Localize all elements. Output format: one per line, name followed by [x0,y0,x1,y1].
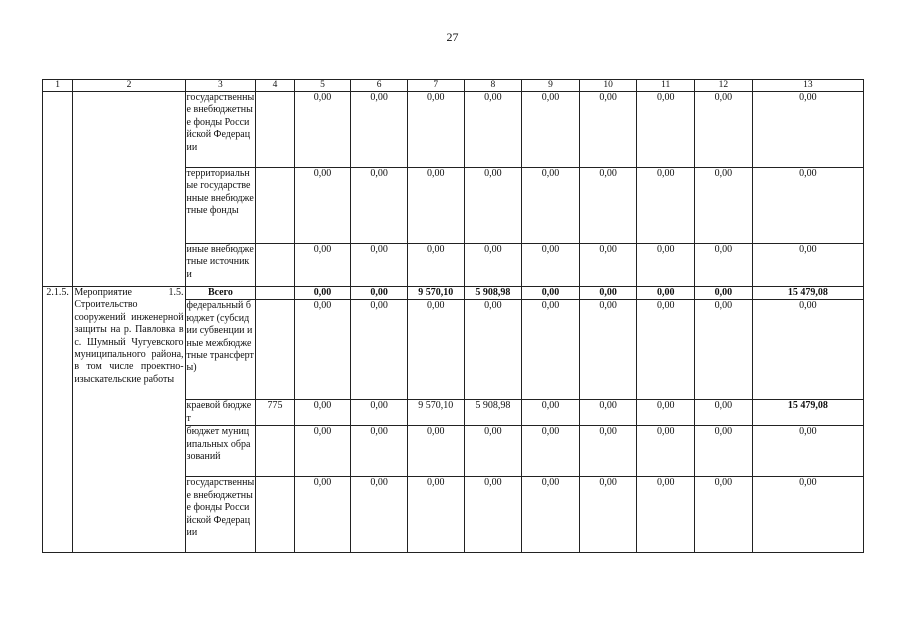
value-cell: 0,00 [351,287,408,300]
header-cell: 9 [522,80,580,92]
value-cell: 0,00 [294,244,351,287]
value-cell: 5 908,98 [464,400,522,426]
value-cell: 0,00 [407,168,464,244]
value-cell: 0,00 [522,477,580,553]
code-col4-cell [256,426,294,477]
header-cell: 2 [73,80,185,92]
value-cell: 0,00 [522,244,580,287]
value-cell: 0,00 [407,477,464,553]
source-cell: государственные внебюджетные фонды Российской Федерации [185,477,256,553]
header-cell: 3 [185,80,256,92]
value-cell: 5 908,98 [464,287,522,300]
value-cell: 0,00 [351,300,408,400]
code-col4-cell [256,92,294,168]
value-cell: 0,00 [695,168,753,244]
budget-table [42,79,864,553]
value-cell: 0,00 [579,426,637,477]
activity-code: 2.1.5. [43,287,73,553]
value-cell: 0,00 [294,92,351,168]
value-cell: 0,00 [522,400,580,426]
value-cell: 0,00 [294,287,351,300]
value-cell: 0,00 [464,300,522,400]
value-cell: 0,00 [464,92,522,168]
value-cell: 0,00 [637,477,695,553]
code-col4-cell [256,287,294,300]
code-col4-cell [256,168,294,244]
value-cell: 9 570,10 [407,400,464,426]
value-cell: 0,00 [637,300,695,400]
value-cell: 0,00 [579,92,637,168]
value-cell: 0,00 [695,477,753,553]
header-row [43,80,864,92]
value-cell: 0,00 [579,477,637,553]
value-cell: 0,00 [752,477,863,553]
description-cell-empty [73,92,185,287]
value-cell: 0,00 [294,400,351,426]
value-cell: 0,00 [637,287,695,300]
value-cell: 0,00 [695,426,753,477]
value-cell: 0,00 [752,168,863,244]
value-cell: 0,00 [351,168,408,244]
header-cell: 12 [695,80,753,92]
value-cell: 0,00 [579,300,637,400]
value-cell: 0,00 [579,244,637,287]
value-cell: 15 479,08 [752,287,863,300]
source-cell: краевой бюджет [185,400,256,426]
value-cell: 0,00 [407,426,464,477]
value-cell: 0,00 [407,300,464,400]
activity-description: Мероприятие 1.5. Строительство сооружений инженерной защиты на р. Павловка в с. Шумный Чугуевского муниципального района, в том числе проектно-изыскательские работы [73,287,185,553]
header-cell: 4 [256,80,294,92]
code-cell-empty [43,92,73,287]
value-cell: 0,00 [294,477,351,553]
source-cell: территориальные государственные внебюджетные фонды [185,168,256,244]
value-cell: 0,00 [695,400,753,426]
value-cell: 0,00 [522,168,580,244]
value-cell: 0,00 [351,244,408,287]
header-cell: 1 [43,80,73,92]
value-cell: 0,00 [351,477,408,553]
value-cell: 0,00 [579,168,637,244]
value-cell: 0,00 [695,287,753,300]
source-cell: иные внебюджетные источники [185,244,256,287]
code-col4-cell [256,300,294,400]
header-cell: 6 [351,80,408,92]
table-row-total [43,287,864,300]
code-col4-cell [256,477,294,553]
value-cell: 0,00 [407,244,464,287]
value-cell: 0,00 [752,92,863,168]
value-cell: 0,00 [752,426,863,477]
value-cell: 0,00 [351,426,408,477]
value-cell: 0,00 [579,287,637,300]
value-cell: 0,00 [695,92,753,168]
value-cell: 9 570,10 [407,287,464,300]
value-cell: 0,00 [695,244,753,287]
value-cell: 0,00 [294,168,351,244]
header-cell: 5 [294,80,351,92]
header-cell: 10 [579,80,637,92]
value-cell: 0,00 [522,92,580,168]
page-number: 27 [446,30,459,44]
value-cell: 0,00 [351,92,408,168]
value-cell: 0,00 [752,300,863,400]
value-cell: 15 479,08 [752,400,863,426]
code-col4-cell: 775 [256,400,294,426]
value-cell: 0,00 [752,244,863,287]
value-cell: 0,00 [637,400,695,426]
table-row [43,92,864,168]
source-cell: Всего [185,287,256,300]
value-cell: 0,00 [464,426,522,477]
value-cell: 0,00 [579,400,637,426]
source-cell: бюджет муниципальных образований [185,426,256,477]
value-cell: 0,00 [637,426,695,477]
value-cell: 0,00 [522,426,580,477]
value-cell: 0,00 [351,400,408,426]
value-cell: 0,00 [464,168,522,244]
header-cell: 11 [637,80,695,92]
header-cell: 8 [464,80,522,92]
value-cell: 0,00 [637,92,695,168]
code-col4-cell [256,244,294,287]
value-cell: 0,00 [522,300,580,400]
value-cell: 0,00 [464,477,522,553]
value-cell: 0,00 [464,244,522,287]
value-cell: 0,00 [695,300,753,400]
value-cell: 0,00 [637,244,695,287]
value-cell: 0,00 [522,287,580,300]
value-cell: 0,00 [294,300,351,400]
value-cell: 0,00 [407,92,464,168]
value-cell: 0,00 [294,426,351,477]
source-cell: федеральный бюджет (субсидии субвенции иные межбюджетные трансферты) [185,300,256,400]
value-cell: 0,00 [637,168,695,244]
source-cell: государственные внебюджетные фонды Российской Федерации [185,92,256,168]
header-cell: 7 [407,80,464,92]
header-cell: 13 [752,80,863,92]
